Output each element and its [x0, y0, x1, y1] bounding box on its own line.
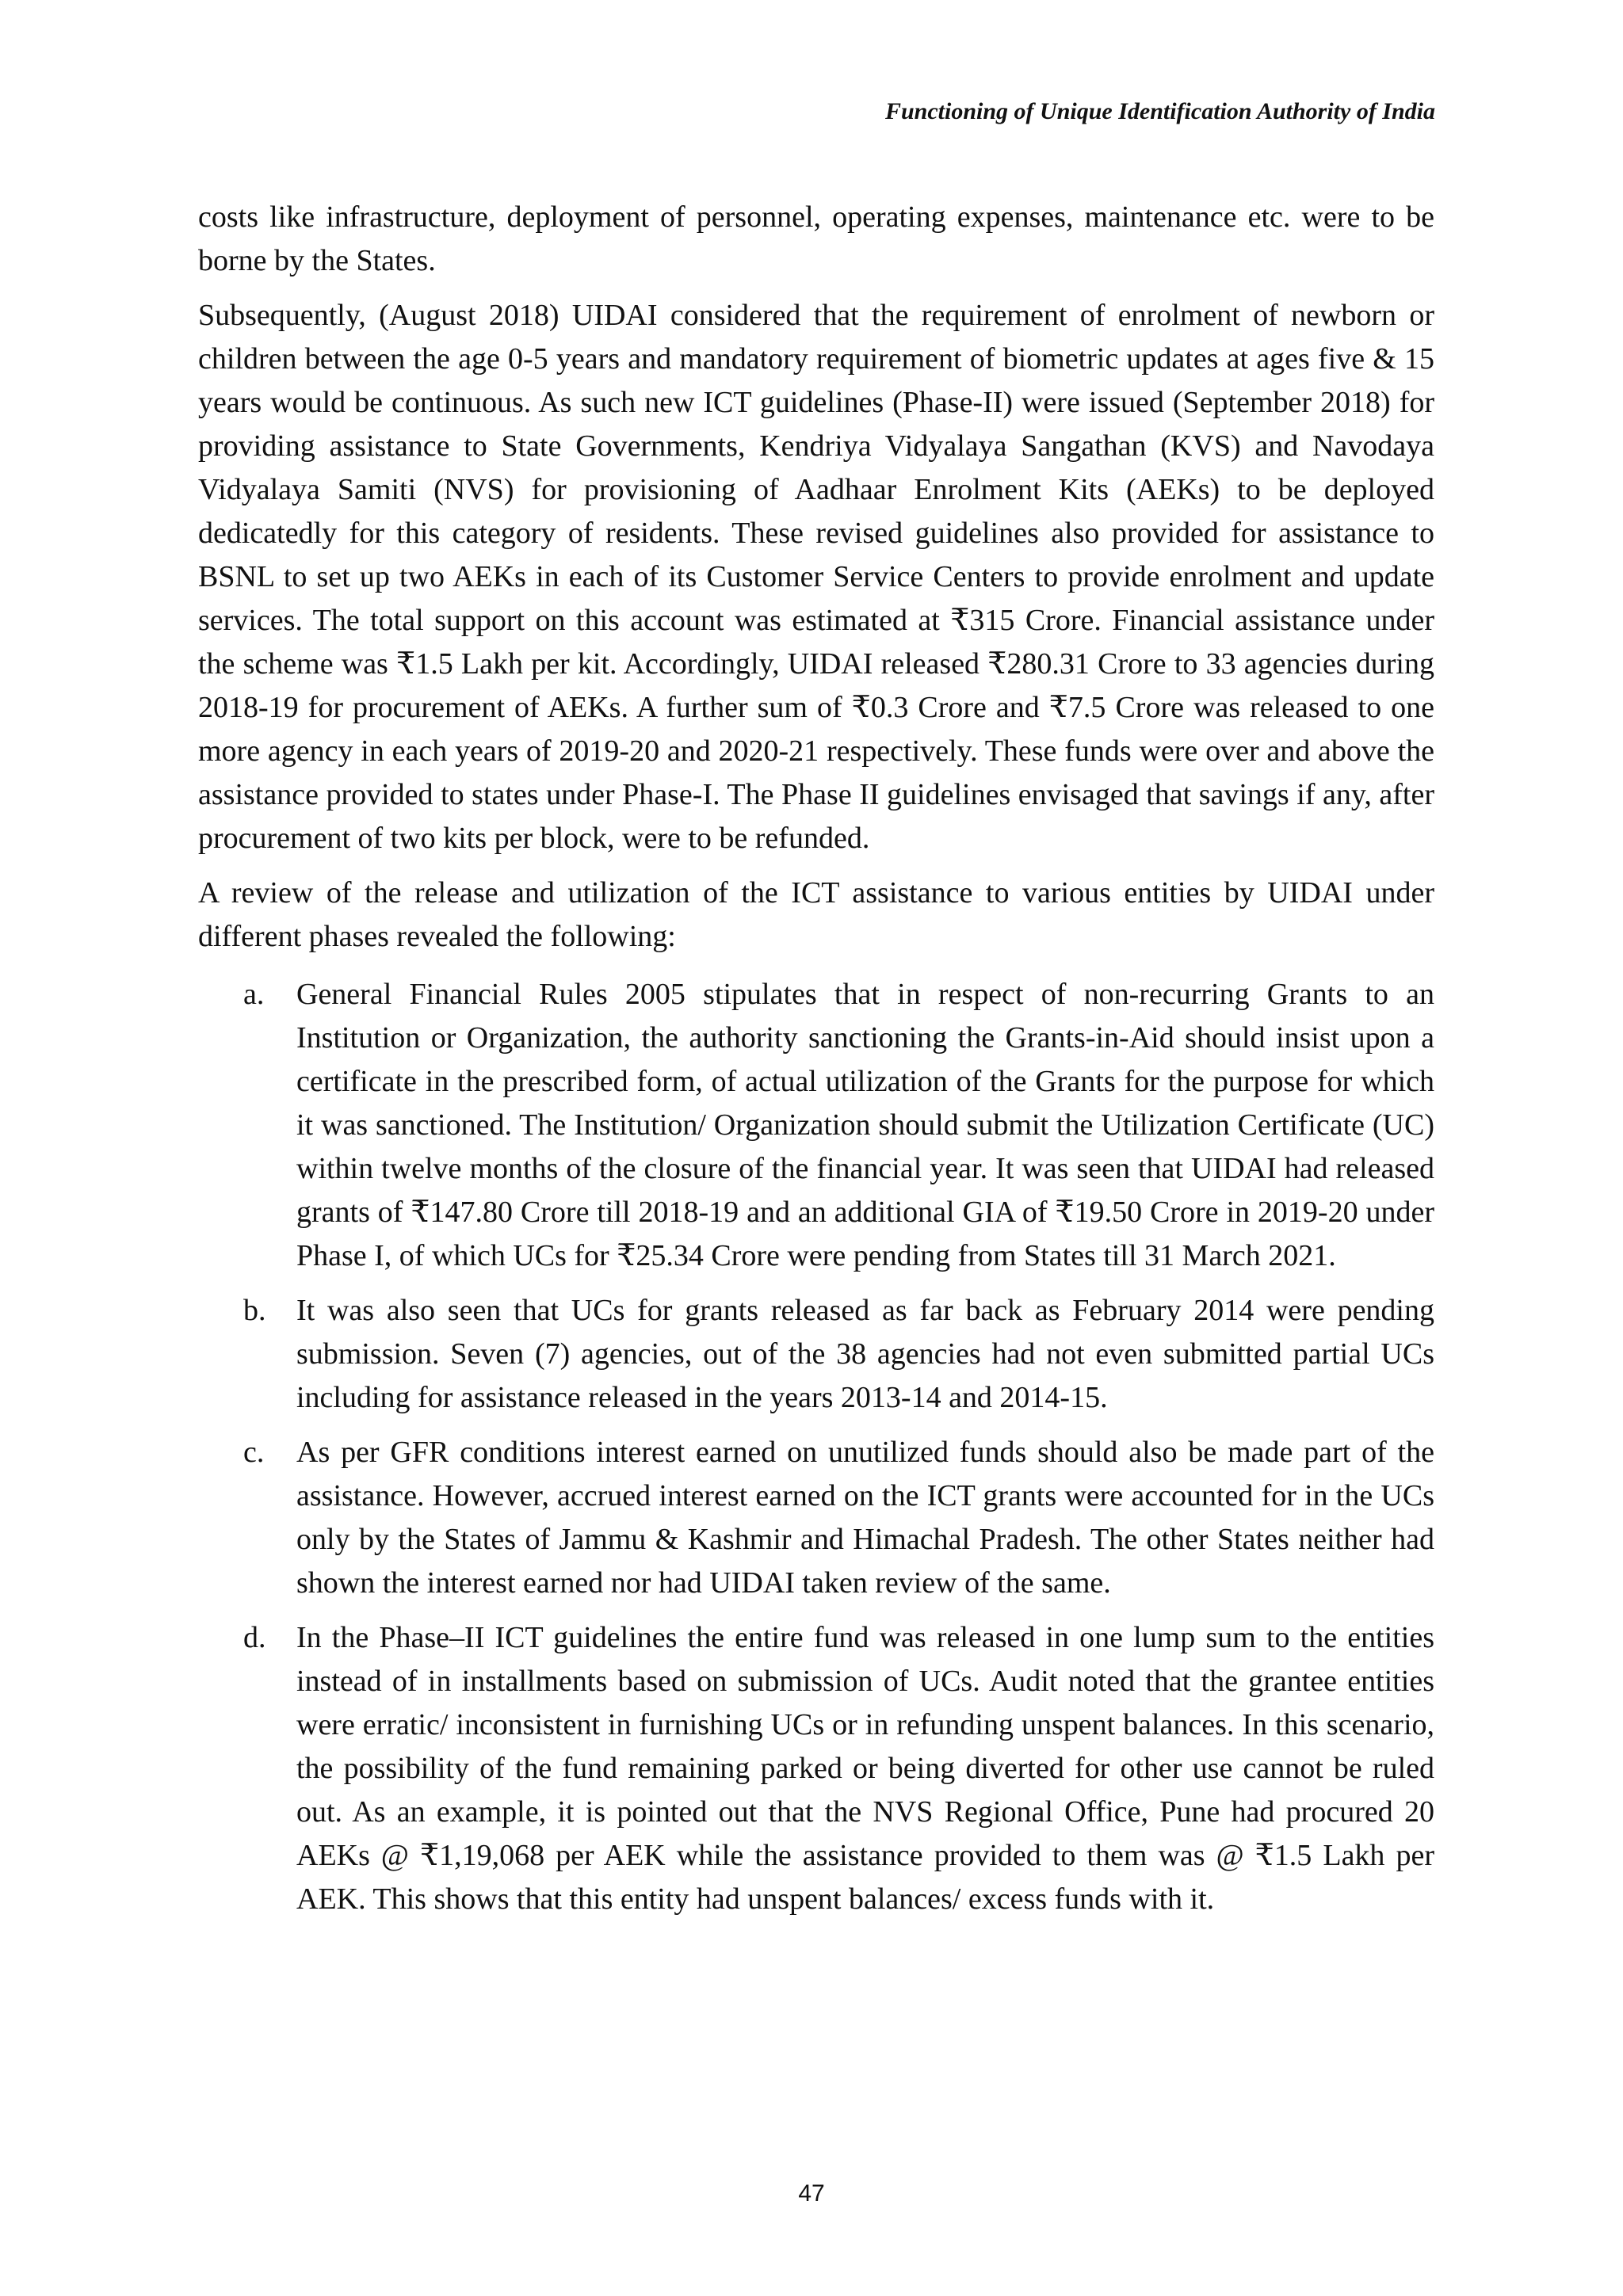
list-marker: a. [243, 978, 265, 1011]
list-marker: c. [243, 1436, 265, 1469]
finding-item-a [198, 973, 1434, 1278]
finding-item-d [198, 1616, 1434, 1921]
paragraph-continuation: costs like infrastructure, deployment of personnel, operating expenses, maintenance etc. were to be borne by the States. [198, 200, 1434, 277]
finding-item-b [198, 1289, 1434, 1420]
finding-text: General Financial Rules 2005 stipulates that in respect of non-recurring Grants to an Institution or Organization, the authority sanctioning the Grants-in-Aid should insist upon a certificate in the prescribed form, of actual utilization of the Grants for the purpose for which it was sanctioned. The Institution/ Organization should submit the Utilization Certificate (UC) within twelve months of the closure of the financial year. It was seen that UIDAI had released grants of ₹147.80 Crore till 2018-19 and an additional GIA of ₹19.50 Crore in 2019-20 under Phase I, of which UCs for ₹25.34 Crore were pending from States till 31 March 2021. [296, 978, 1434, 1272]
paragraph-review-intro: A review of the release and utilization of the ICT assistance to various entities by UIDAI under different phases revealed the following: [198, 876, 1434, 953]
finding-text: In the Phase–II ICT guidelines the entire fund was released in one lump sum to the entities instead of in installments based on submission of UCs. Audit noted that the grantee entities were erratic/ inconsistent in furnishing UCs or in refunding unspent balances. In this scenario, the possibility of the fund remaining parked or being diverted for other use cannot be ruled out. As an example, it is pointed out that the NVS Regional Office, Pune had procured 20 AEKs @ ₹1,19,068 per AEK while the assistance provided to them was @ ₹1.5 Lakh per AEK. This shows that this entity had unspent balances/ excess funds with it. [296, 1621, 1434, 1916]
page-number: 47 [798, 2180, 825, 2206]
list-marker: b. [243, 1294, 266, 1327]
running-header: Functioning of Unique Identification Authority of India [884, 98, 1435, 124]
list-marker: d. [243, 1621, 266, 1654]
finding-text: It was also seen that UCs for grants released as far back as February 2014 were pending submission. Seven (7) agencies, out of the 38 agencies had not even submitted partial UCs including for assistance released in the years 2013-14 and 2014-15. [296, 1294, 1434, 1414]
finding-item-c [198, 1431, 1434, 1605]
body-text [198, 196, 1434, 1932]
paragraph-phase-ii: Subsequently, (August 2018) UIDAI considered that the requirement of enrolment of newborn or children between the age 0-5 years and mandatory requirement of biometric updates at ages five & 15 years would be continuous. As such new ICT guidelines (Phase-II) were issued (September 2018) for providing assistance to State Governments, Kendriya Vidyalaya Sangathan (KVS) and Navodaya Vidyalaya Samiti (NVS) for provisioning of Aadhaar Enrolment Kits (AEKs) to be deployed dedicatedly for this category of residents. These revised guidelines also provided for assistance to BSNL to set up two AEKs in each of its Customer Service Centers to provide enrolment and update services. The total support on this account was estimated at ₹315 Crore. Financial assistance under the scheme was ₹1.5 Lakh per kit. Accordingly, UIDAI released ₹280.31 Crore to 33 agencies during 2018-19 for procurement of AEKs. A further sum of ₹0.3 Crore and ₹7.5 Crore was released to one more agency in each years of 2019-20 and 2020-21 respectively. These funds were over and above the assistance provided to states under Phase-I. The Phase II guidelines envisaged that savings if any, after procurement of two kits per block, were to be refunded. [198, 299, 1434, 855]
finding-text: As per GFR conditions interest earned on unutilized funds should also be made part of the assistance. However, accrued interest earned on the ICT grants were accounted for in the UCs only by the States of Jammu & Kashmir and Himachal Pradesh. The other States neither had shown the interest earned nor had UIDAI taken review of the same. [296, 1436, 1434, 1600]
findings-list [198, 973, 1434, 1921]
